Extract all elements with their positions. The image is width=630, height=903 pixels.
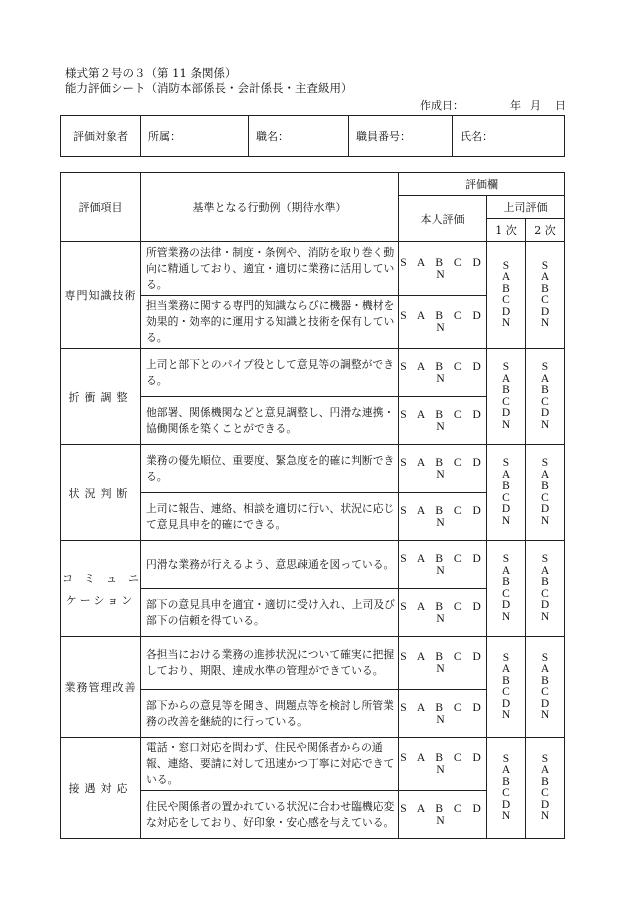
rating-grade: N <box>501 514 511 527</box>
rating-grade: S <box>502 651 510 664</box>
rating-grade: S <box>502 752 510 765</box>
header-item: 評価項目 <box>61 173 141 242</box>
rating-grade: B <box>541 384 549 396</box>
rating-grade: D <box>501 407 511 419</box>
rating-grade: B <box>502 674 510 687</box>
rating-grade: A <box>501 764 511 776</box>
behavior-example: 住民や関係者の置かれている状況に合わせ臨機応変な対応をしており、好印象・安心感を与えている。 <box>141 791 399 839</box>
rating-grade: A <box>501 663 511 675</box>
rating-grade: B <box>541 282 549 295</box>
self-rating-options[interactable]: S A B C D N <box>399 445 487 493</box>
category-name: 専門知識技術 <box>61 242 141 349</box>
rating-grade: A <box>501 564 511 577</box>
rating-grade: B <box>541 480 549 492</box>
rating-grade: C <box>541 587 549 600</box>
rating-grade: D <box>540 599 550 611</box>
self-rating-options[interactable]: S A B C D N <box>399 589 487 637</box>
rating-grade: D <box>501 697 511 710</box>
supervisor-first-rating-options[interactable] <box>487 242 526 349</box>
rating-grade: B <box>541 674 549 687</box>
rating-grade: B <box>502 775 510 788</box>
self-rating-options[interactable]: S A B C D N <box>399 349 487 397</box>
rating-grade: D <box>540 407 550 419</box>
form-number: 様式第２号の３（第 11 条関係） <box>65 66 237 80</box>
rating-grade: S <box>502 361 510 373</box>
behavior-example: 上司と部下とのパイプ役として意見等の調整ができる。 <box>141 349 399 397</box>
rating-grade: C <box>502 491 510 504</box>
rating-grade: C <box>502 395 510 408</box>
rating-grade: C <box>502 686 510 698</box>
self-rating-options[interactable]: S A B C D N <box>399 637 487 690</box>
rating-grade: S <box>541 553 549 565</box>
rating-grade: N <box>501 709 511 721</box>
evaluation-table <box>60 172 565 839</box>
rating-grade: C <box>502 787 510 799</box>
rating-grade: A <box>540 468 550 481</box>
rating-grade: D <box>540 697 550 710</box>
behavior-example: 業務の優先順位、重要度、緊急度を的確に判断できる。 <box>141 445 399 493</box>
rating-grade: N <box>540 514 550 527</box>
rating-grade: N <box>501 610 511 623</box>
behavior-example: 所管業務の法律・制度・条例や、消防を取り巻く動向に精通しており、適宜・適切に業務に活用している。 <box>141 242 399 296</box>
evaluation-row <box>61 242 565 296</box>
header-criteria: 基準となる行動例（期待水準） <box>141 173 399 242</box>
category-name: 折衝調整 <box>61 349 141 445</box>
header-rating-column: 評価欄 <box>399 173 565 196</box>
position-field[interactable]: 職名： <box>249 116 349 157</box>
behavior-example: 他部署、関係機関などと意見調整し、円滑な連携・協働関係を築くことができる。 <box>141 397 399 445</box>
rating-grade: S <box>541 259 549 272</box>
rating-grade: C <box>541 294 549 306</box>
supervisor-second-rating-options[interactable] <box>526 637 565 738</box>
evaluation-row <box>61 637 565 690</box>
rating-grade: D <box>501 305 511 318</box>
self-rating-options[interactable]: S A B C D N <box>399 738 487 791</box>
rating-grade: A <box>501 372 511 385</box>
subject-label: 評価対象者 <box>61 116 141 157</box>
supervisor-second-rating-options[interactable] <box>526 738 565 839</box>
header-first: 1 次 <box>487 219 526 242</box>
rating-grade: B <box>502 384 510 396</box>
rating-grade: C <box>541 686 549 698</box>
supervisor-second-rating-options[interactable] <box>526 349 565 445</box>
rating-grade: D <box>540 503 550 515</box>
rating-grade: A <box>540 372 550 385</box>
behavior-example: 各担当における業務の進捗状況について確実に把握しており、期限、達成水準の管理ができている。 <box>141 637 399 690</box>
rating-grade: N <box>540 810 550 822</box>
rating-grade: C <box>541 395 549 408</box>
rating-grade: N <box>501 810 511 822</box>
self-rating-options[interactable]: S A B C D N <box>399 541 487 589</box>
rating-grade: D <box>501 503 511 515</box>
creation-date <box>420 99 565 113</box>
self-rating-options[interactable]: S A B C D N <box>399 296 487 349</box>
supervisor-first-rating-options[interactable] <box>487 738 526 839</box>
behavior-example: 電話・窓口対応を問わず、住民や関係者からの通報、連絡、要請に対して迅速かつ丁寧に対応できている。 <box>141 738 399 791</box>
category-name <box>61 541 141 637</box>
rating-grade: S <box>541 651 549 664</box>
rating-grade: N <box>540 610 550 623</box>
rating-grade: C <box>541 491 549 504</box>
rating-grade: B <box>541 576 549 588</box>
category-name-line: ケーション <box>65 593 136 607</box>
rating-grade: A <box>540 663 550 675</box>
self-rating-options[interactable]: S A B C D N <box>399 493 487 541</box>
rating-grade: D <box>501 599 511 611</box>
behavior-example: 担当業務に関する専門的知識ならびに機器・機材を効果的・効率的に運用する知識と技術を保有している。 <box>141 296 399 349</box>
behavior-example: 部下の意見具申を適宜・適切に受け入れ、上司及び部下の信頼を得ている。 <box>141 589 399 637</box>
supervisor-second-rating-options[interactable] <box>526 541 565 637</box>
rating-grade: B <box>502 576 510 588</box>
category-name-line: コ ミ ュ ニ <box>62 571 139 585</box>
behavior-example: 上司に報告、連絡、相談を適切に行い、状況に応じて意見具申を的確にできる。 <box>141 493 399 541</box>
category-name: 業務管理改善 <box>61 637 141 738</box>
supervisor-first-rating-options[interactable] <box>487 349 526 445</box>
evaluation-row <box>61 445 565 493</box>
rating-grade: S <box>502 259 510 272</box>
rating-grade: N <box>501 317 511 329</box>
date-month: 月 <box>530 99 541 112</box>
date-day: 日 <box>555 99 566 112</box>
self-rating-options[interactable]: S A B C D N <box>399 397 487 445</box>
rating-grade: S <box>541 457 549 469</box>
self-rating-options[interactable]: S A B C D N <box>399 690 487 738</box>
supervisor-first-rating-options[interactable] <box>487 541 526 637</box>
evaluation-row <box>61 349 565 397</box>
header-self: 本人評価 <box>399 196 487 242</box>
rating-grade: N <box>540 317 550 329</box>
behavior-example: 部下からの意見等を聞き、問題点等を検討し所管業務の改善を継続的に行っている。 <box>141 690 399 738</box>
supervisor-second-rating-options[interactable] <box>526 445 565 541</box>
category-name: 接遇対応 <box>61 738 141 839</box>
supervisor-second-rating-options[interactable] <box>526 242 565 349</box>
affiliation-field[interactable]: 所属： <box>141 116 249 157</box>
form-title: 能力評価シート（消防本部係長・会計係長・主査級用） <box>65 81 353 95</box>
rating-grade: C <box>502 587 510 600</box>
rating-grade: A <box>540 564 550 577</box>
rating-grade: A <box>501 271 511 283</box>
header-second: 2 次 <box>526 219 565 242</box>
evaluation-row <box>61 738 565 791</box>
category-name: 状況判断 <box>61 445 141 541</box>
rating-grade: S <box>541 752 549 765</box>
rating-grade: C <box>541 787 549 799</box>
rating-grade: S <box>502 457 510 469</box>
name-field[interactable]: 氏名： <box>453 116 565 157</box>
self-rating-options[interactable]: S A B C D N <box>399 242 487 296</box>
date-label: 作成日： <box>420 99 464 112</box>
rating-grade: D <box>540 798 550 811</box>
rating-grade: C <box>502 294 510 306</box>
rating-grade: S <box>541 361 549 373</box>
supervisor-first-rating-options[interactable] <box>487 637 526 738</box>
self-rating-options[interactable]: S A B C D N <box>399 791 487 839</box>
rating-grade: S <box>502 553 510 565</box>
rating-grade: N <box>540 418 550 431</box>
rating-grade: A <box>501 468 511 481</box>
staff-number-field[interactable]: 職員番号： <box>349 116 453 157</box>
rating-grade: B <box>502 480 510 492</box>
rating-grade: A <box>540 271 550 283</box>
rating-grade: A <box>540 764 550 776</box>
supervisor-first-rating-options[interactable] <box>487 445 526 541</box>
date-year: 年 <box>510 99 521 112</box>
behavior-example: 円滑な業務が行えるよう、意思疎通を図っている。 <box>141 541 399 589</box>
rating-grade: B <box>502 282 510 295</box>
rating-grade: D <box>540 305 550 318</box>
evaluation-row <box>61 541 565 589</box>
subject-info-table <box>60 115 565 157</box>
rating-grade: N <box>501 418 511 431</box>
rating-grade: B <box>541 775 549 788</box>
rating-grade: D <box>501 798 511 811</box>
rating-grade: N <box>540 709 550 721</box>
header-supervisor: 上司評価 <box>487 196 565 219</box>
